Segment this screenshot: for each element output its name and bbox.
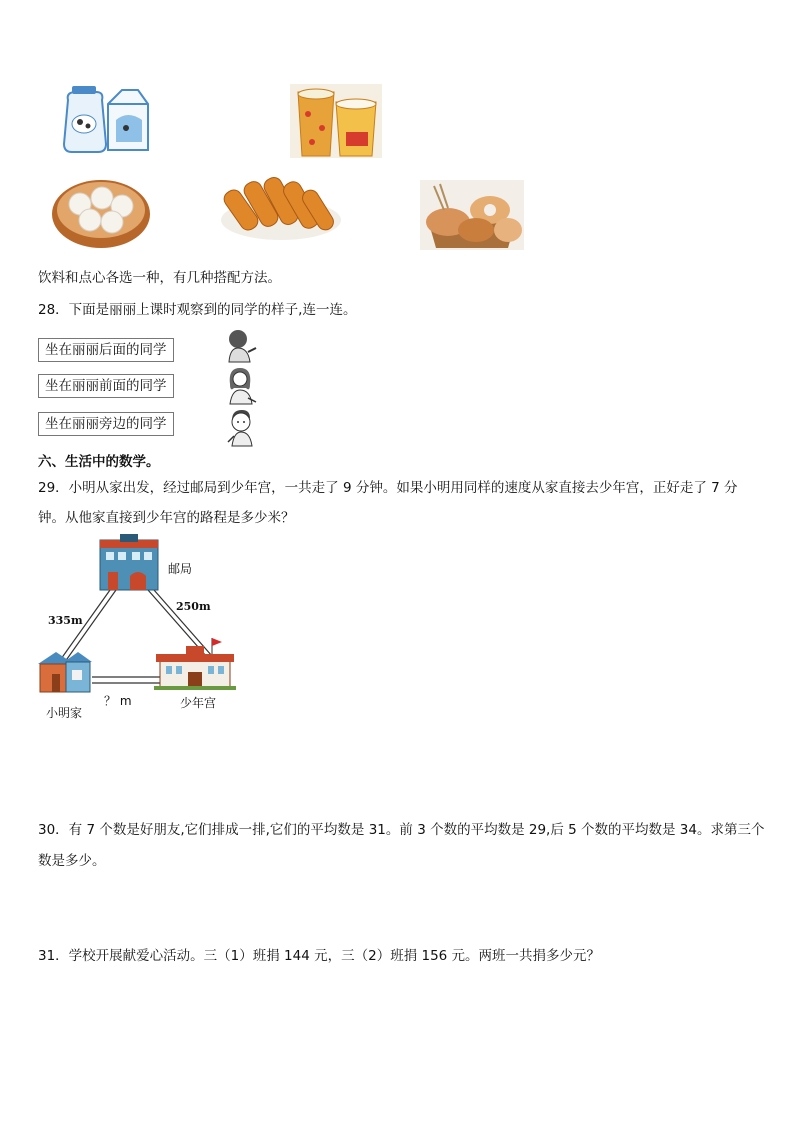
q30-line2: 数是多少。 [38, 853, 106, 869]
post-office-label: 邮局 [168, 562, 193, 576]
q29-line1: 29．小明从家出发，经过邮局到少年宫，一共走了 9 分钟。如果小明用同样的速度从家直接去少年宫，正好走了 7 分 [38, 480, 738, 496]
home-building-icon [38, 652, 92, 692]
soy-milk-cups-image [290, 84, 382, 158]
distance-home-palace-label: ？ m [104, 694, 132, 708]
student-side-view-icon[interactable] [226, 408, 258, 448]
milk-cartons-image [60, 84, 152, 158]
steamed-buns-image [50, 170, 152, 250]
student-back-view-icon[interactable] [224, 328, 258, 364]
student-front-view-icon[interactable] [226, 366, 258, 406]
q28-text: 28．下面是丽丽上课时观察到的同学的样子,连一连。 [38, 302, 357, 318]
youth-palace-label: 少年宫 [180, 696, 217, 710]
distance-post-palace-label: 250m [176, 600, 211, 613]
youth-palace-building-icon [154, 638, 236, 690]
fried-dough-sticks-image [218, 166, 344, 248]
bread-basket-image [420, 180, 524, 250]
q28-option-behind[interactable]: 坐在丽丽后面的同学 [38, 338, 174, 362]
post-office-building-icon [100, 534, 158, 590]
food-question-text: 饮料和点心各选一种，有几种搭配方法。 [38, 270, 281, 286]
section-6-title: 六、生活中的数学。 [38, 454, 160, 470]
q29-line2: 钟。从他家直接到少年宫的路程是多少米？ [38, 510, 295, 526]
q30-line1: 30．有 7 个数是好朋友,它们排成一排,它们的平均数是 31。前 3 个数的平均数是 29,后 5 个数的平均数是 34。求第三个 [38, 822, 765, 838]
home-label: 小明家 [46, 706, 83, 720]
distance-home-post-label: 335m [48, 614, 83, 627]
q28-option-side[interactable]: 坐在丽丽旁边的同学 [38, 412, 174, 436]
q31-text: 31．学校开展献爱心活动。三（1）班捐 144 元，三（2）班捐 156 元。两班一共捐多少元？ [38, 948, 601, 964]
q28-option-front[interactable]: 坐在丽丽前面的同学 [38, 374, 174, 398]
